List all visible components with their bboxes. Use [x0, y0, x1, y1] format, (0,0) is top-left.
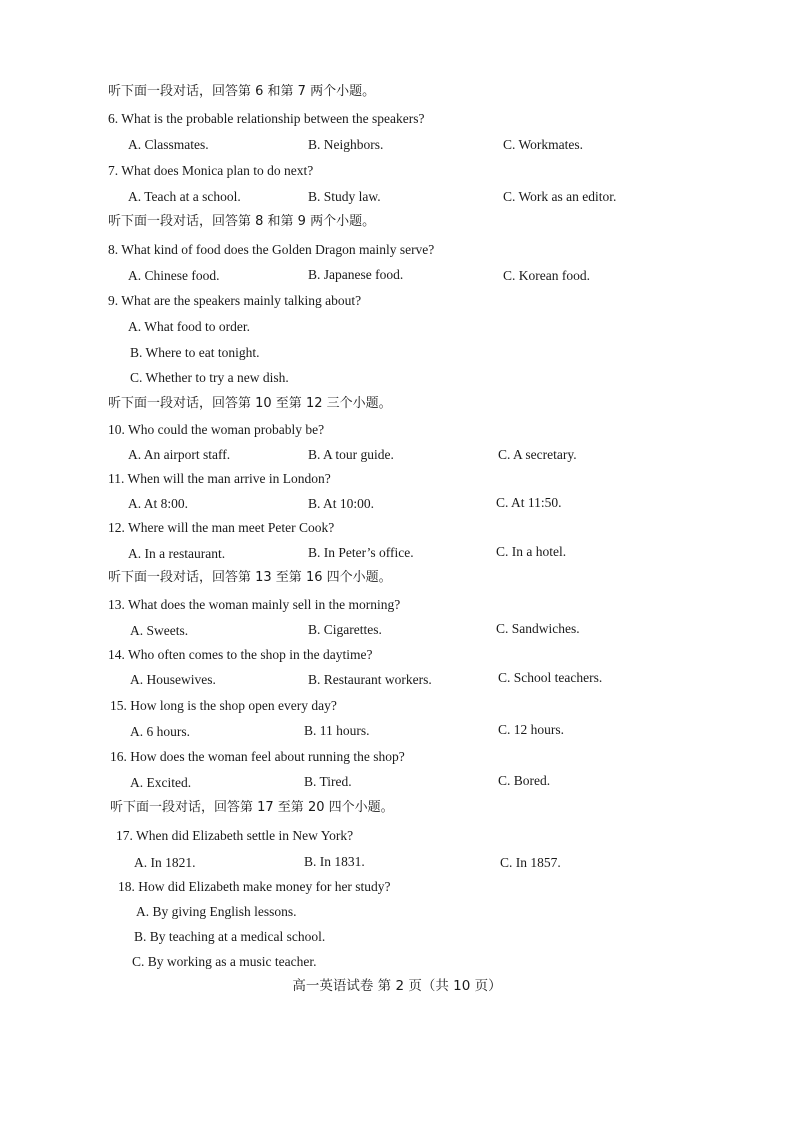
option-c: C. Whether to try a new dish. — [130, 370, 289, 385]
option-b: B. Neighbors. — [308, 137, 384, 152]
question-text: 16. How does the woman feel about running the shop? — [110, 749, 405, 764]
option-b: B. In 1831. — [304, 854, 365, 869]
option-a: A. Teach at a school. — [128, 189, 241, 204]
question-text: 17. When did Elizabeth settle in New York? — [116, 828, 354, 843]
option-c: C. 12 hours. — [498, 722, 565, 737]
question-text: 11. When will the man arrive in London? — [108, 471, 331, 486]
question-text: 14. Who often comes to the shop in the daytime? — [108, 647, 373, 662]
option-a: A. Sweets. — [130, 623, 189, 638]
option-c: C. A secretary. — [498, 447, 577, 462]
section-instruction: 听下面一段对话，回答第 13 至第 16 四个小题。 — [108, 570, 392, 585]
option-b: B. 11 hours. — [304, 723, 370, 738]
section-instruction: 听下面一段对话，回答第 8 和第 9 两个小题。 — [108, 214, 376, 229]
option-c: C. In a hotel. — [496, 544, 567, 559]
question-text: 7. What does Monica plan to do next? — [108, 163, 314, 178]
option-a: A. Excited. — [130, 775, 192, 790]
question-text: 6. What is the probable relationship between the speakers? — [108, 111, 425, 126]
option-c: C. Workmates. — [503, 137, 584, 152]
question-text: 13. What does the woman mainly sell in the morning? — [108, 597, 401, 612]
question-text: 8. What kind of food does the Golden Dragon mainly serve? — [108, 242, 435, 257]
option-b: B. By teaching at a medical school. — [134, 929, 326, 944]
question-text: 18. How did Elizabeth make money for her study? — [118, 879, 391, 894]
option-a: A. In a restaurant. — [128, 546, 226, 561]
option-c: C. School teachers. — [498, 670, 603, 685]
option-c: C. Bored. — [498, 773, 551, 788]
option-b: B. Japanese food. — [308, 267, 404, 282]
page-footer: 高一英语试卷 第 2 页（共 10 页） — [292, 978, 502, 994]
option-c: C. Sandwiches. — [496, 621, 580, 636]
option-a: A. Classmates. — [128, 137, 209, 152]
option-b: B. Cigarettes. — [308, 622, 382, 637]
question-text: 10. Who could the woman probably be? — [108, 422, 325, 437]
question-text: 9. What are the speakers mainly talking about? — [108, 293, 362, 308]
option-b: B. At 10:00. — [308, 496, 375, 511]
section-instruction: 听下面一段对话，回答第 6 和第 7 两个小题。 — [108, 84, 376, 99]
option-a: A. By giving English lessons. — [136, 904, 297, 919]
option-c: C. At 11:50. — [496, 495, 562, 510]
option-c: C. In 1857. — [500, 855, 561, 870]
option-b: B. Tired. — [304, 774, 352, 789]
option-b: B. Study law. — [308, 189, 381, 204]
option-b: B. Restaurant workers. — [308, 672, 432, 687]
section-instruction: 听下面一段对话，回答第 10 至第 12 三个小题。 — [108, 396, 392, 411]
option-a: A. At 8:00. — [128, 496, 189, 511]
question-text: 12. Where will the man meet Peter Cook? — [108, 520, 335, 535]
option-c: C. Work as an editor. — [503, 189, 617, 204]
question-text: 15. How long is the shop open every day? — [110, 698, 337, 713]
option-b: B. In Peter’s office. — [308, 545, 414, 560]
option-b: B. A tour guide. — [308, 447, 394, 462]
option-a: A. What food to order. — [128, 319, 250, 334]
option-a: A. Housewives. — [130, 672, 216, 687]
option-c: C. Korean food. — [503, 268, 590, 283]
option-c: C. By working as a music teacher. — [132, 954, 317, 969]
option-a: A. 6 hours. — [130, 724, 190, 739]
option-a: A. In 1821. — [134, 855, 196, 870]
section-instruction: 听下面一段对话，回答第 17 至第 20 四个小题。 — [110, 800, 394, 815]
option-a: A. Chinese food. — [128, 268, 220, 283]
option-a: A. An airport staff. — [128, 447, 231, 462]
option-b: B. Where to eat tonight. — [130, 345, 260, 360]
